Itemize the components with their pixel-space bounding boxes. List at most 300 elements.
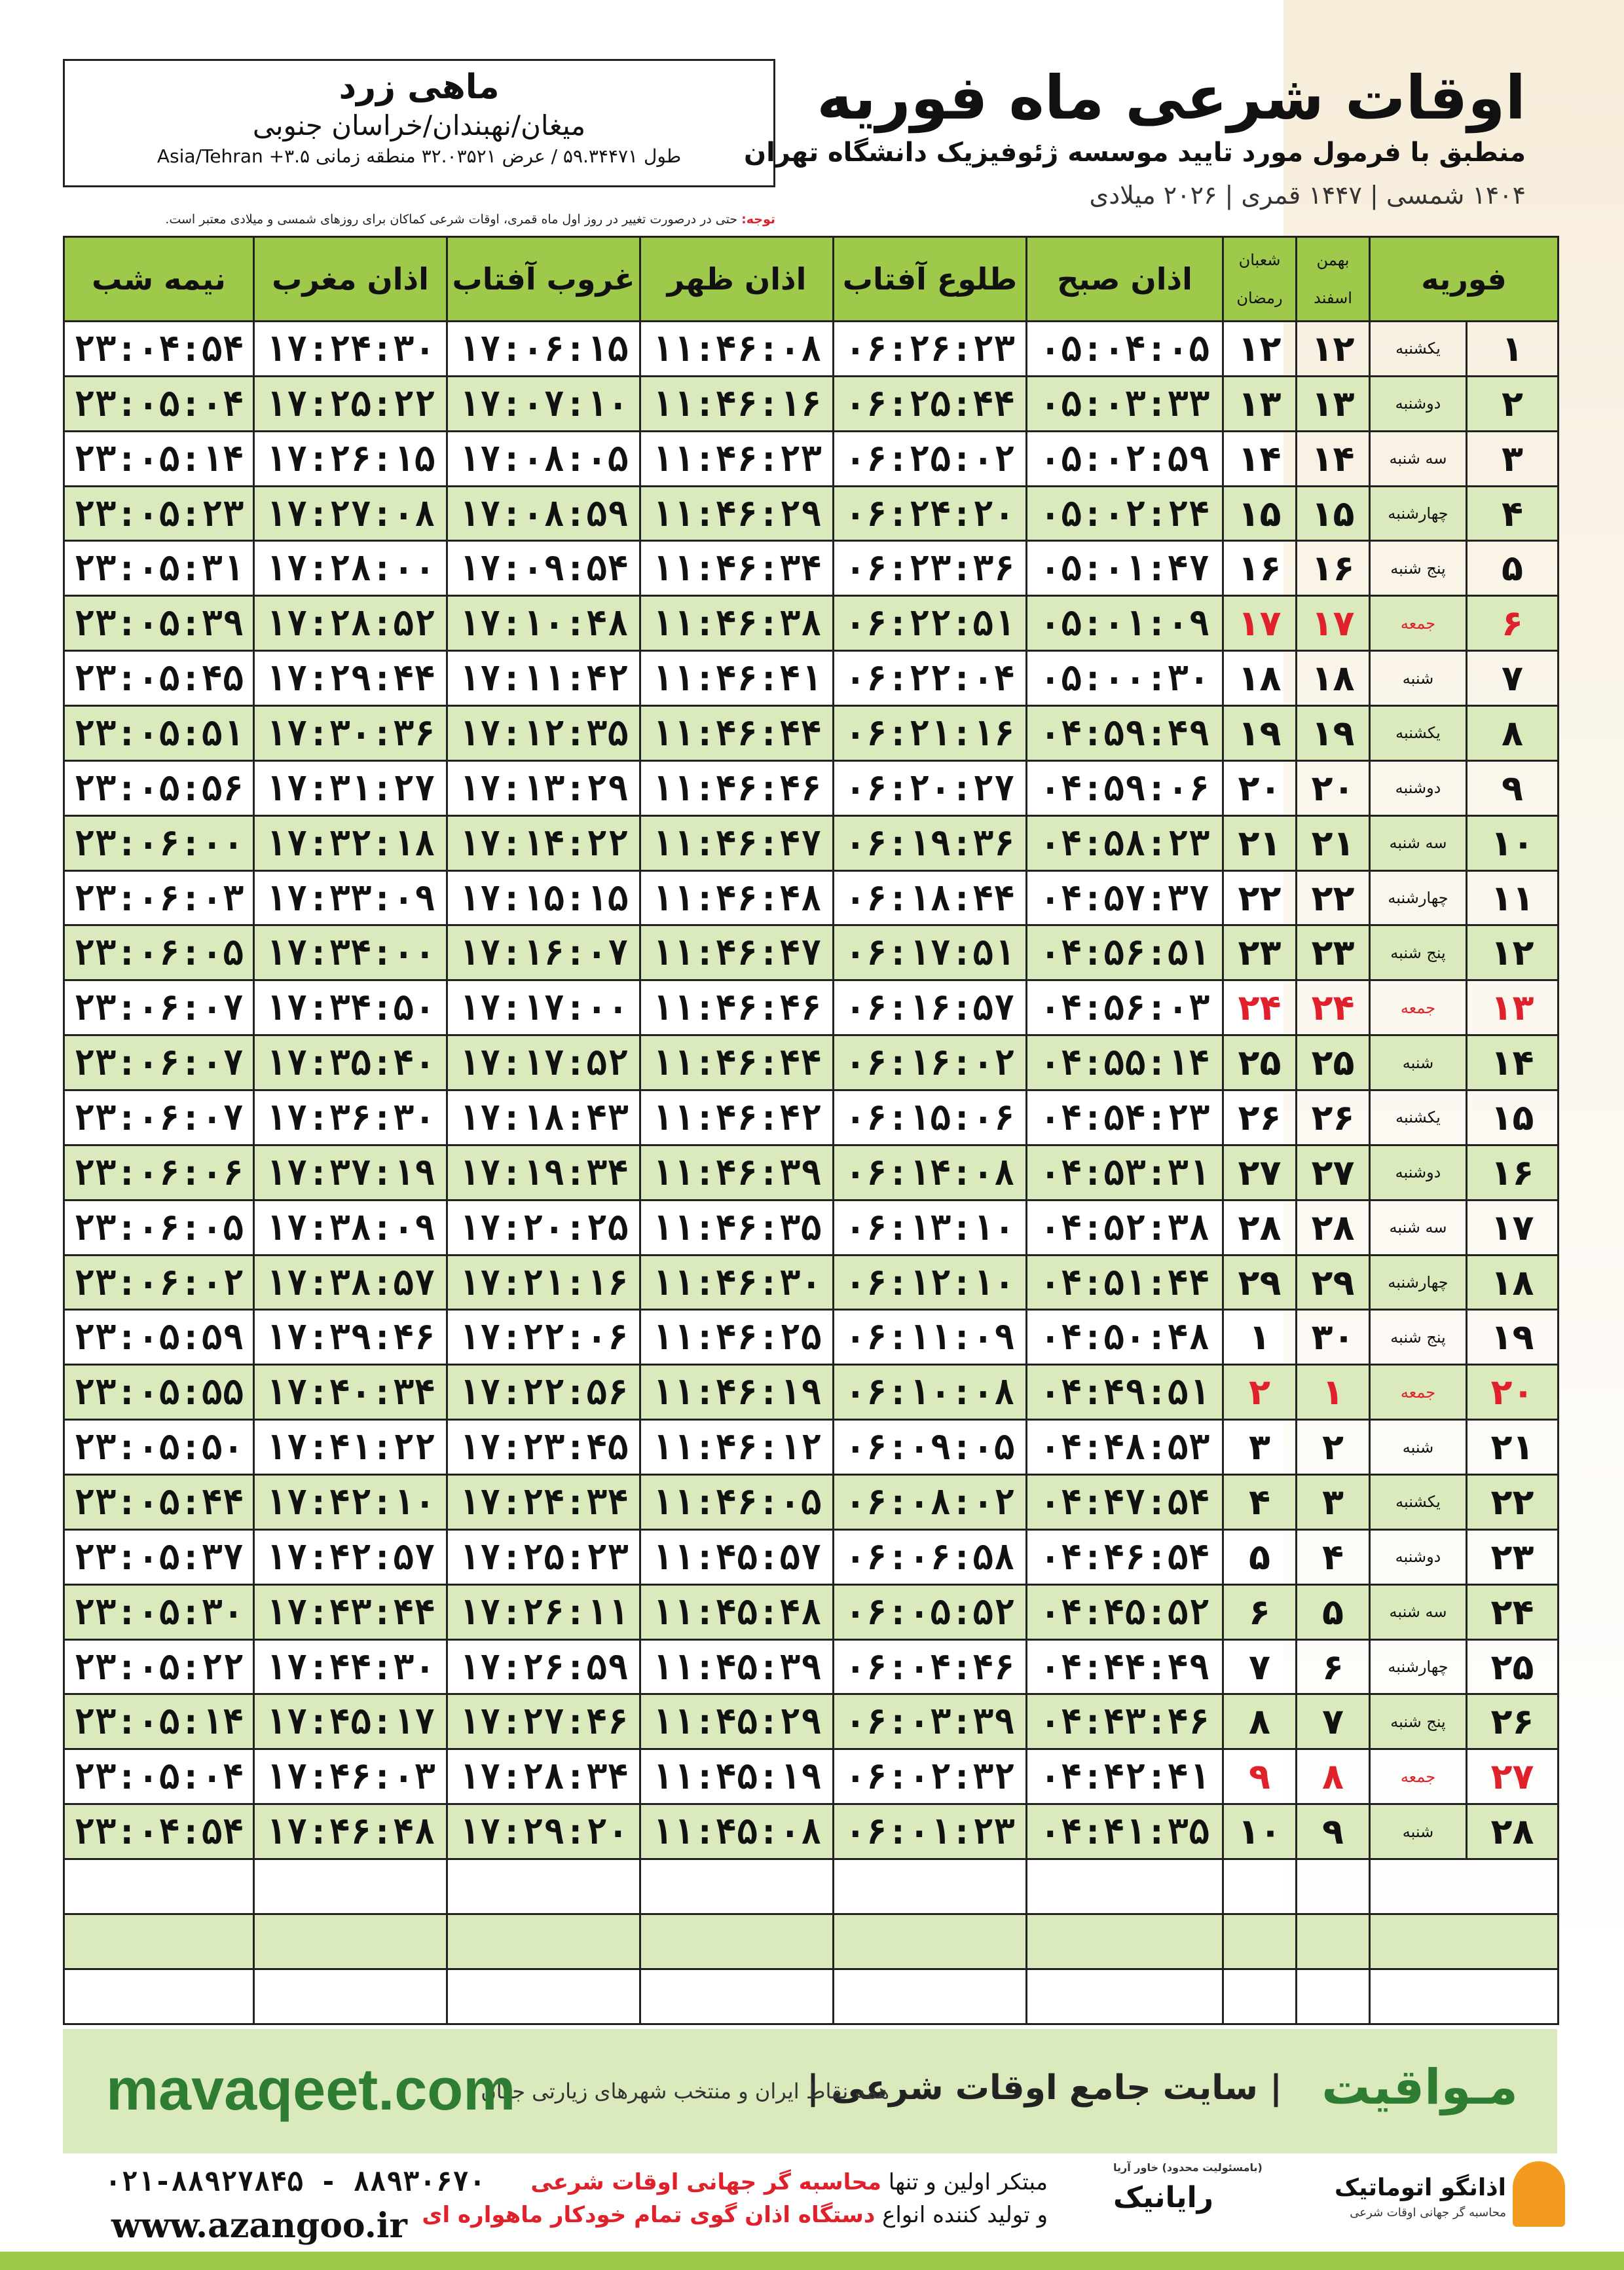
brand-logo: مـواقیت (1321, 2059, 1518, 2115)
cell-weekday: یکشنبه (1370, 322, 1467, 377)
cell-midnight: ۲۳:۰۴:۵۴ (64, 1804, 254, 1859)
header-lunar-bottom: رمضان (1236, 289, 1283, 307)
cell-weekday: شنبه (1370, 651, 1467, 706)
cell-fajr: ۰۴:۴۵:۵۲ (1027, 1584, 1223, 1639)
note-label: توجه: (741, 212, 775, 227)
cell-weekday: سه شنبه (1370, 815, 1467, 870)
cell-day: ۱۴ (1467, 1035, 1559, 1090)
header-month: فوریه (1370, 237, 1559, 322)
cell-midnight: ۲۳:۰۵:۰۴ (64, 376, 254, 431)
empty-cell (834, 1969, 1027, 2024)
cell-sunrise: ۰۶:۰۳:۳۹ (834, 1694, 1027, 1749)
cell-fajr: ۰۴:۴۷:۵۴ (1027, 1475, 1223, 1530)
cell-lunar: ۲۱ (1223, 815, 1297, 870)
cell-sunset: ۱۷:۲۶:۱۱ (447, 1584, 640, 1639)
cell-weekday: سه شنبه (1370, 431, 1467, 486)
cell-solar: ۲۲ (1297, 870, 1370, 925)
footer-line-2-highlight: دستگاه اذان گوی تمام خودکار ماهواره ای (422, 2202, 876, 2228)
cell-solar: ۹ (1297, 1804, 1370, 1859)
cell-maghrib: ۱۷:۳۸:۵۷ (254, 1255, 447, 1310)
cell-lunar: ۱۴ (1223, 431, 1297, 486)
empty-row (64, 1859, 1559, 1914)
header-lunar (1223, 237, 1297, 322)
footer-line-1-prefix: مبتکر اولین و تنها (888, 2169, 1048, 2195)
cell-midnight: ۲۳:۰۶:۰۶ (64, 1145, 254, 1200)
cell-solar: ۱۲ (1297, 322, 1370, 377)
table-row (64, 541, 1559, 596)
cell-lunar: ۳ (1223, 1420, 1297, 1475)
table-row (64, 1529, 1559, 1584)
cell-day: ۲۲ (1467, 1475, 1559, 1530)
cell-day: ۵ (1467, 541, 1559, 596)
cell-midnight: ۲۳:۰۵:۵۶ (64, 760, 254, 815)
cell-weekday: جمعه (1370, 1749, 1467, 1804)
cell-fajr: ۰۴:۵۸:۲۳ (1027, 815, 1223, 870)
cell-day: ۱ (1467, 322, 1559, 377)
cell-fajr: ۰۵:۰۲:۲۴ (1027, 486, 1223, 541)
empty-cell (254, 1969, 447, 2024)
table-row (64, 1639, 1559, 1694)
cell-solar: ۲۷ (1297, 1145, 1370, 1200)
empty-cell (1370, 1969, 1559, 2024)
empty-cell (834, 1914, 1027, 1969)
cell-maghrib: ۱۷:۳۱:۲۷ (254, 760, 447, 815)
cell-midnight: ۲۳:۰۶:۰۰ (64, 815, 254, 870)
cell-day: ۱۸ (1467, 1255, 1559, 1310)
azangoo-logo-caption: محاسبه گر جهانی اوقات شرعی (1350, 2206, 1506, 2220)
cell-weekday: سه شنبه (1370, 1584, 1467, 1639)
cell-midnight: ۲۳:۰۵:۲۲ (64, 1639, 254, 1694)
empty-row (64, 1914, 1559, 1969)
cell-fajr: ۰۵:۰۴:۰۵ (1027, 322, 1223, 377)
header-maghrib: اذان مغرب (254, 237, 447, 322)
cell-fajr: ۰۴:۵۹:۴۹ (1027, 706, 1223, 761)
footer-line-1 (530, 2169, 1048, 2195)
cell-solar: ۲۴ (1297, 980, 1370, 1035)
cell-dhuhr: ۱۱:۴۶:۱۹ (640, 1365, 834, 1420)
cell-weekday: سه شنبه (1370, 1200, 1467, 1255)
cell-lunar: ۲۴ (1223, 980, 1297, 1035)
cell-solar: ۱ (1297, 1365, 1370, 1420)
cell-fajr: ۰۴:۴۹:۵۱ (1027, 1365, 1223, 1420)
cell-dhuhr: ۱۱:۴۶:۱۶ (640, 376, 834, 431)
cell-solar: ۱۳ (1297, 376, 1370, 431)
cell-fajr: ۰۵:۰۳:۳۳ (1027, 376, 1223, 431)
cell-maghrib: ۱۷:۲۹:۴۴ (254, 651, 447, 706)
azangoo-logo: اذانگو اتوماتیک (1334, 2174, 1506, 2201)
cell-fajr: ۰۴:۵۶:۰۳ (1027, 980, 1223, 1035)
table-row (64, 706, 1559, 761)
empty-cell (834, 1859, 1027, 1914)
cell-lunar: ۱ (1223, 1310, 1297, 1365)
cell-solar: ۲۹ (1297, 1255, 1370, 1310)
cell-lunar: ۲۰ (1223, 760, 1297, 815)
cell-day: ۲ (1467, 376, 1559, 431)
cell-sunrise: ۰۶:۲۲:۰۴ (834, 651, 1027, 706)
header-dhuhr: اذان ظهر (640, 237, 834, 322)
cell-fajr: ۰۴:۴۶:۵۴ (1027, 1529, 1223, 1584)
footer-phone: ۰۲۱-۸۸۹۲۷۸۴۵ - ۸۸۹۳۰۶۷۰ (105, 2165, 486, 2197)
cell-weekday: پنج شنبه (1370, 1694, 1467, 1749)
header-solar-bottom: اسفند (1314, 289, 1352, 307)
cell-lunar: ۹ (1223, 1749, 1297, 1804)
table-row (64, 1584, 1559, 1639)
cell-midnight: ۲۳:۰۵:۴۵ (64, 651, 254, 706)
cell-lunar: ۸ (1223, 1694, 1297, 1749)
cell-sunrise: ۰۶:۱۶:۰۲ (834, 1035, 1027, 1090)
cell-sunset: ۱۷:۲۲:۵۶ (447, 1365, 640, 1420)
cell-sunrise: ۰۶:۰۲:۳۲ (834, 1749, 1027, 1804)
cell-day: ۷ (1467, 651, 1559, 706)
table-row (64, 980, 1559, 1035)
cell-maghrib: ۱۷:۳۰:۳۶ (254, 706, 447, 761)
cell-fajr: ۰۴:۴۴:۴۹ (1027, 1639, 1223, 1694)
cell-solar: ۲۸ (1297, 1200, 1370, 1255)
note (63, 212, 775, 227)
cell-maghrib: ۱۷:۲۸:۰۰ (254, 541, 447, 596)
cell-lunar: ۵ (1223, 1529, 1297, 1584)
table-row (64, 1255, 1559, 1310)
cell-weekday: دوشنبه (1370, 1145, 1467, 1200)
header-sunset: غروب آفتاب (447, 237, 640, 322)
cell-midnight: ۲۳:۰۵:۰۴ (64, 1749, 254, 1804)
empty-cell (254, 1914, 447, 1969)
cell-midnight: ۲۳:۰۶:۰۷ (64, 1035, 254, 1090)
cell-weekday: یکشنبه (1370, 1090, 1467, 1145)
header-solar-top: بهمن (1316, 251, 1350, 269)
cell-weekday: جمعه (1370, 1365, 1467, 1420)
cell-dhuhr: ۱۱:۴۶:۳۰ (640, 1255, 834, 1310)
cell-solar: ۲۳ (1297, 925, 1370, 980)
cell-lunar: ۲۶ (1223, 1090, 1297, 1145)
cell-sunset: ۱۷:۰۸:۰۵ (447, 431, 640, 486)
cell-day: ۶ (1467, 596, 1559, 651)
cell-midnight: ۲۳:۰۵:۳۹ (64, 596, 254, 651)
cell-dhuhr: ۱۱:۴۶:۰۵ (640, 1475, 834, 1530)
cell-midnight: ۲۳:۰۶:۰۳ (64, 870, 254, 925)
table-row (64, 760, 1559, 815)
cell-sunset: ۱۷:۱۵:۱۵ (447, 870, 640, 925)
empty-cell (447, 1914, 640, 1969)
cell-sunset: ۱۷:۰۷:۱۰ (447, 376, 640, 431)
cell-day: ۲۶ (1467, 1694, 1559, 1749)
cell-fajr: ۰۴:۴۱:۳۵ (1027, 1804, 1223, 1859)
cell-solar: ۳ (1297, 1475, 1370, 1530)
cell-sunrise: ۰۶:۲۵:۰۲ (834, 431, 1027, 486)
cell-sunset: ۱۷:۲۸:۳۴ (447, 1749, 640, 1804)
table-row (64, 1200, 1559, 1255)
cell-weekday: جمعه (1370, 596, 1467, 651)
cell-sunset: ۱۷:۰۹:۵۴ (447, 541, 640, 596)
cell-fajr: ۰۵:۰۲:۵۹ (1027, 431, 1223, 486)
empty-row (64, 1969, 1559, 2024)
cell-sunrise: ۰۶:۰۹:۰۵ (834, 1420, 1027, 1475)
cell-solar: ۳۰ (1297, 1310, 1370, 1365)
cell-dhuhr: ۱۱:۴۶:۴۴ (640, 706, 834, 761)
cell-fajr: ۰۴:۴۲:۴۱ (1027, 1749, 1223, 1804)
empty-cell (1223, 1914, 1297, 1969)
empty-cell (64, 1969, 254, 2024)
table-row (64, 596, 1559, 651)
cell-sunset: ۱۷:۱۱:۴۲ (447, 651, 640, 706)
empty-cell (1297, 1969, 1370, 2024)
cell-lunar: ۱۶ (1223, 541, 1297, 596)
cell-maghrib: ۱۷:۴۳:۴۴ (254, 1584, 447, 1639)
cell-midnight: ۲۳:۰۵:۱۴ (64, 431, 254, 486)
cell-dhuhr: ۱۱:۴۶:۴۸ (640, 870, 834, 925)
cell-maghrib: ۱۷:۴۰:۳۴ (254, 1365, 447, 1420)
cell-solar: ۲۶ (1297, 1090, 1370, 1145)
cell-dhuhr: ۱۱:۴۶:۲۵ (640, 1310, 834, 1365)
table-row (64, 1804, 1559, 1859)
table-row (64, 1365, 1559, 1420)
cell-solar: ۷ (1297, 1694, 1370, 1749)
table-header-row (64, 237, 1559, 322)
cell-fajr: ۰۴:۵۲:۳۸ (1027, 1200, 1223, 1255)
location-name: ماهی زرد (339, 67, 500, 107)
cell-dhuhr: ۱۱:۴۵:۰۸ (640, 1804, 834, 1859)
cell-fajr: ۰۵:۰۰:۳۰ (1027, 651, 1223, 706)
empty-cell (640, 1969, 834, 2024)
cell-maghrib: ۱۷:۳۶:۳۰ (254, 1090, 447, 1145)
cell-maghrib: ۱۷:۳۸:۰۹ (254, 1200, 447, 1255)
cell-sunrise: ۰۶:۱۹:۳۶ (834, 815, 1027, 870)
cell-midnight: ۲۳:۰۵:۱۴ (64, 1694, 254, 1749)
cell-midnight: ۲۳:۰۵:۴۴ (64, 1475, 254, 1530)
footer-website-link[interactable]: www.azangoo.ir (111, 2206, 407, 2246)
raianik-logo-caption: (بامسئولیت محدود) خاور آریا (1113, 2161, 1263, 2174)
cell-maghrib: ۱۷:۳۵:۴۰ (254, 1035, 447, 1090)
footer-line-1-highlight: محاسبه گر جهانی اوقات شرعی (530, 2169, 881, 2195)
cell-midnight: ۲۳:۰۶:۰۷ (64, 1090, 254, 1145)
cell-lunar: ۲۹ (1223, 1255, 1297, 1310)
cell-dhuhr: ۱۱:۴۵:۳۹ (640, 1639, 834, 1694)
cell-weekday: شنبه (1370, 1035, 1467, 1090)
cell-midnight: ۲۳:۰۵:۵۹ (64, 1310, 254, 1365)
cell-solar: ۱۸ (1297, 651, 1370, 706)
cell-midnight: ۲۳:۰۶:۰۲ (64, 1255, 254, 1310)
cell-maghrib: ۱۷:۴۲:۵۷ (254, 1529, 447, 1584)
cell-maghrib: ۱۷:۳۷:۱۹ (254, 1145, 447, 1200)
empty-cell (447, 1859, 640, 1914)
footer-line-2 (422, 2202, 1048, 2228)
cell-weekday: شنبه (1370, 1420, 1467, 1475)
cell-sunrise: ۰۶:۱۷:۵۱ (834, 925, 1027, 980)
table-row (64, 1145, 1559, 1200)
cell-solar: ۵ (1297, 1584, 1370, 1639)
cell-sunrise: ۰۶:۱۲:۱۰ (834, 1255, 1027, 1310)
cell-fajr: ۰۴:۵۴:۲۳ (1027, 1090, 1223, 1145)
cell-maghrib: ۱۷:۳۴:۵۰ (254, 980, 447, 1035)
cell-day: ۲۵ (1467, 1639, 1559, 1694)
cell-weekday: شنبه (1370, 1804, 1467, 1859)
cell-solar: ۲۵ (1297, 1035, 1370, 1090)
cell-sunrise: ۰۶:۲۳:۳۶ (834, 541, 1027, 596)
cell-solar: ۴ (1297, 1529, 1370, 1584)
cell-dhuhr: ۱۱:۴۶:۴۴ (640, 1035, 834, 1090)
table-row (64, 815, 1559, 870)
cell-lunar: ۴ (1223, 1475, 1297, 1530)
cell-day: ۲۴ (1467, 1584, 1559, 1639)
cell-dhuhr: ۱۱:۴۶:۴۷ (640, 815, 834, 870)
cell-sunrise: ۰۶:۱۳:۱۰ (834, 1200, 1027, 1255)
cell-midnight: ۲۳:۰۵:۵۱ (64, 706, 254, 761)
cell-solar: ۸ (1297, 1749, 1370, 1804)
cell-weekday: دوشنبه (1370, 376, 1467, 431)
cell-lunar: ۲ (1223, 1365, 1297, 1420)
table-row (64, 322, 1559, 377)
cell-lunar: ۶ (1223, 1584, 1297, 1639)
cell-day: ۲۰ (1467, 1365, 1559, 1420)
table-row (64, 486, 1559, 541)
empty-cell (1027, 1969, 1223, 2024)
cell-fajr: ۰۴:۴۸:۵۳ (1027, 1420, 1223, 1475)
table-row (64, 1090, 1559, 1145)
cell-dhuhr: ۱۱:۴۶:۲۳ (640, 431, 834, 486)
cell-sunset: ۱۷:۰۶:۱۵ (447, 322, 640, 377)
cell-weekday: چهارشنبه (1370, 1639, 1467, 1694)
banner-website-link[interactable]: mavaqeet.com (106, 2057, 516, 2123)
cell-sunrise: ۰۶:۲۲:۵۱ (834, 596, 1027, 651)
cell-maghrib: ۱۷:۴۲:۱۰ (254, 1475, 447, 1530)
cell-sunset: ۱۷:۲۲:۰۶ (447, 1310, 640, 1365)
cell-weekday: دوشنبه (1370, 760, 1467, 815)
bottom-bar (0, 2252, 1624, 2270)
cell-dhuhr: ۱۱:۴۶:۴۲ (640, 1090, 834, 1145)
cell-sunrise: ۰۶:۲۱:۱۶ (834, 706, 1027, 761)
cell-lunar: ۲۵ (1223, 1035, 1297, 1090)
cell-dhuhr: ۱۱:۴۶:۴۶ (640, 760, 834, 815)
cell-sunset: ۱۷:۱۷:۵۲ (447, 1035, 640, 1090)
cell-dhuhr: ۱۱:۴۵:۵۷ (640, 1529, 834, 1584)
empty-cell (1370, 1859, 1559, 1914)
cell-maghrib: ۱۷:۲۸:۵۲ (254, 596, 447, 651)
cell-sunset: ۱۷:۱۷:۰۰ (447, 980, 640, 1035)
cell-sunset: ۱۷:۰۸:۵۹ (447, 486, 640, 541)
cell-sunset: ۱۷:۱۳:۲۹ (447, 760, 640, 815)
page-title: اوقات شرعی ماه فوریه (817, 63, 1526, 133)
cell-sunset: ۱۷:۱۲:۳۵ (447, 706, 640, 761)
cell-fajr: ۰۴:۵۹:۰۶ (1027, 760, 1223, 815)
cell-maghrib: ۱۷:۳۹:۴۶ (254, 1310, 447, 1365)
banner-slogan: | سایت جامع اوقات شرعی | (806, 2068, 1282, 2108)
mavaqeet-banner (63, 2029, 1557, 2153)
cell-lunar: ۲۷ (1223, 1145, 1297, 1200)
cell-solar: ۱۵ (1297, 486, 1370, 541)
table-row (64, 925, 1559, 980)
cell-lunar: ۱۸ (1223, 651, 1297, 706)
empty-cell (64, 1859, 254, 1914)
cell-weekday: چهارشنبه (1370, 870, 1467, 925)
cell-midnight: ۲۳:۰۵:۵۰ (64, 1420, 254, 1475)
empty-cell (1297, 1914, 1370, 1969)
azangoo-mark-icon (1513, 2161, 1565, 2227)
cell-fajr: ۰۴:۵۰:۴۸ (1027, 1310, 1223, 1365)
cell-sunset: ۱۷:۲۶:۵۹ (447, 1639, 640, 1694)
cell-day: ۱۷ (1467, 1200, 1559, 1255)
table-row (64, 1694, 1559, 1749)
cell-weekday: یکشنبه (1370, 706, 1467, 761)
footer-line-2-prefix: و تولید کننده انواع (882, 2202, 1048, 2228)
cell-sunset: ۱۷:۱۶:۰۷ (447, 925, 640, 980)
header-solar (1297, 237, 1370, 322)
location-box (63, 59, 775, 187)
cell-weekday: چهارشنبه (1370, 486, 1467, 541)
cell-sunset: ۱۷:۲۹:۲۰ (447, 1804, 640, 1859)
cell-midnight: ۲۳:۰۵:۵۵ (64, 1365, 254, 1420)
cell-day: ۹ (1467, 760, 1559, 815)
cell-dhuhr: ۱۱:۴۶:۳۴ (640, 541, 834, 596)
cell-sunrise: ۰۶:۱۱:۰۹ (834, 1310, 1027, 1365)
cell-sunrise: ۰۶:۲۰:۲۷ (834, 760, 1027, 815)
raianik-logo: رایانیک (1113, 2181, 1213, 2214)
cell-day: ۱۱ (1467, 870, 1559, 925)
empty-cell (254, 1859, 447, 1914)
table-row (64, 376, 1559, 431)
cell-maghrib: ۱۷:۳۴:۰۰ (254, 925, 447, 980)
cell-solar: ۲ (1297, 1420, 1370, 1475)
cell-day: ۸ (1467, 706, 1559, 761)
cell-maghrib: ۱۷:۲۶:۱۵ (254, 431, 447, 486)
cell-maghrib: ۱۷:۳۲:۱۸ (254, 815, 447, 870)
cell-weekday: جمعه (1370, 980, 1467, 1035)
cell-lunar: ۲۲ (1223, 870, 1297, 925)
cell-sunrise: ۰۶:۰۵:۵۲ (834, 1584, 1027, 1639)
page-dates: ۱۴۰۴ شمسی | ۱۴۴۷ قمری | ۲۰۲۶ میلادی (1089, 181, 1526, 210)
cell-maghrib: ۱۷:۲۴:۳۰ (254, 322, 447, 377)
cell-dhuhr: ۱۱:۴۵:۱۹ (640, 1749, 834, 1804)
cell-midnight: ۲۳:۰۶:۰۷ (64, 980, 254, 1035)
cell-weekday: پنج شنبه (1370, 925, 1467, 980)
cell-fajr: ۰۴:۵۶:۵۱ (1027, 925, 1223, 980)
cell-weekday: یکشنبه (1370, 1475, 1467, 1530)
cell-weekday: پنج شنبه (1370, 1310, 1467, 1365)
cell-sunset: ۱۷:۱۸:۴۳ (447, 1090, 640, 1145)
cell-lunar: ۲۳ (1223, 925, 1297, 980)
header-fajr: اذان صبح (1027, 237, 1223, 322)
header-sunrise: طلوع آفتاب (834, 237, 1027, 322)
table-row (64, 870, 1559, 925)
table-row (64, 1475, 1559, 1530)
cell-lunar: ۱۳ (1223, 376, 1297, 431)
cell-solar: ۱۹ (1297, 706, 1370, 761)
cell-midnight: ۲۳:۰۵:۳۷ (64, 1529, 254, 1584)
cell-day: ۱۲ (1467, 925, 1559, 980)
cell-sunset: ۱۷:۲۷:۴۶ (447, 1694, 640, 1749)
cell-midnight: ۲۳:۰۶:۰۵ (64, 925, 254, 980)
cell-sunset: ۱۷:۱۹:۳۴ (447, 1145, 640, 1200)
empty-cell (64, 1914, 254, 1969)
table-row (64, 1420, 1559, 1475)
table-row (64, 651, 1559, 706)
cell-lunar: ۱۲ (1223, 322, 1297, 377)
empty-cell (640, 1859, 834, 1914)
empty-cell (447, 1969, 640, 2024)
cell-day: ۳ (1467, 431, 1559, 486)
cell-solar: ۶ (1297, 1639, 1370, 1694)
cell-dhuhr: ۱۱:۴۵:۴۸ (640, 1584, 834, 1639)
cell-day: ۱۹ (1467, 1310, 1559, 1365)
cell-sunset: ۱۷:۱۴:۲۲ (447, 815, 640, 870)
cell-dhuhr: ۱۱:۴۶:۲۹ (640, 486, 834, 541)
table-row (64, 1749, 1559, 1804)
cell-weekday: پنج شنبه (1370, 541, 1467, 596)
empty-cell (640, 1914, 834, 1969)
cell-sunrise: ۰۶:۰۶:۵۸ (834, 1529, 1027, 1584)
page-subtitle: منطبق با فرمول مورد تایید موسسه ژئوفیزیک دانشگاه تهران (743, 138, 1526, 168)
cell-maghrib: ۱۷:۴۵:۱۷ (254, 1694, 447, 1749)
cell-midnight: ۲۳:۰۶:۰۵ (64, 1200, 254, 1255)
